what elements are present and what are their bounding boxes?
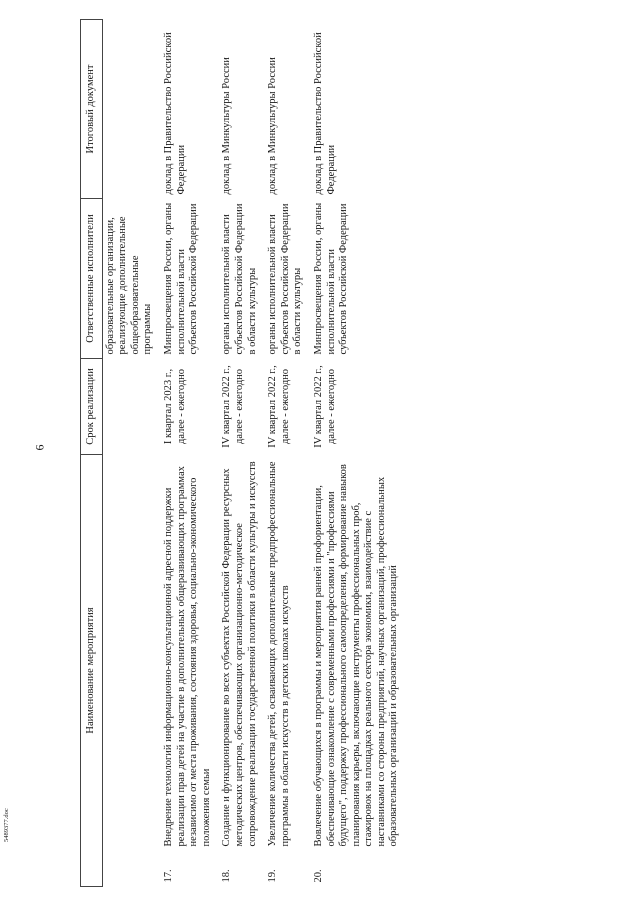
header-executors: Ответственные исполнители (81, 198, 103, 358)
cell-document: доклад в Правительство Российской Федерации (312, 32, 337, 195)
cell-document: доклад в Правительство Российской Федерации (162, 32, 187, 195)
document-code: 5489377.doc (3, 808, 10, 842)
table-row-18 (217, 19, 263, 886)
cell-no (102, 851, 159, 887)
cell-activity (102, 454, 159, 850)
cell-document (102, 19, 159, 198)
cell-activity: Внедрение технологий информационно-консультационной адресной поддержки реализации прав детей на участие в дополнительных общеразвивающих программах независимо от места проживания, состояния здоровья, социально-экономического положения семьи (162, 466, 212, 847)
table-row-19 (263, 19, 309, 886)
cell-deadline: I квартал 2023 г., далее - ежегодно (162, 368, 187, 445)
cell-no: 20. (312, 869, 324, 883)
cell-activity: Вовлечение обучающихся в программы и мероприятия ранней профориентации, обеспечивающие ознакомление с современными профессиями и "профессиями будущего", поддержку профессионального самоопределения, формирование навыков планирования карьеры, включающие инструменты профессиональных проб, стажировок на площадках реального сектора экономики, взаимодействие с наставниками со стороны предприятий, научных организаций, профессиональных образовательных организаций и образовательных организаций (312, 464, 400, 847)
table-container (80, 0, 640, 905)
cell-activity: Создание и функционирование во всех субъектах Российской Федерации ресурсных методических центров, обеспечивающих организационно-методическое сопровождение реализации государственной политики в области культуры и искусств (221, 461, 258, 847)
table-header-row (81, 19, 103, 886)
table-row-20 (309, 19, 405, 886)
cell-executors: Минпросвещения России, органы исполнительной власти субъектов Российской Федерации (162, 202, 200, 355)
page-number: 6 (32, 444, 47, 451)
cell-deadline: IV квартал 2022 г., далее - ежегодно (312, 365, 337, 448)
cell-deadline: IV квартал 2022 г., далее - ежегодно (221, 365, 245, 448)
rotated-table-area (80, 20, 605, 887)
header-document: Итоговый документ (81, 19, 103, 198)
cell-executors: образовательные организации, реализующие дополнительные общеобразовательные программы (104, 216, 154, 355)
table-row-continued (102, 19, 159, 886)
cell-no: 17. (162, 869, 174, 883)
header-deadline: Срок реализации (81, 358, 103, 454)
cell-executors: органы исполнительной власти субъектов Российской Федерации в области культуры (267, 203, 304, 355)
cell-deadline (102, 358, 159, 454)
cell-no: 19. (267, 869, 279, 883)
cell-document: доклад в Минкультуры России (221, 57, 233, 195)
cell-no: 18. (221, 869, 233, 883)
activities-table (80, 19, 405, 887)
table-row-17 (159, 19, 217, 886)
cell-executors: органы исполнительной власти субъектов Российской Федерации в области культуры (221, 203, 258, 355)
cell-executors: Минпросвещения России, органы исполнительной власти субъектов Российской Федерации (312, 202, 350, 355)
cell-document: доклад в Минкультуры России (267, 57, 279, 195)
header-activity: Наименование мероприятия (81, 454, 103, 886)
cell-deadline: IV квартал 2022 г., далее - ежегодно (267, 365, 291, 448)
cell-activity: Увеличение количества детей, осваивающих дополнительные предпрофессиональные программы в области искусств в детских школах искусств (267, 461, 291, 847)
